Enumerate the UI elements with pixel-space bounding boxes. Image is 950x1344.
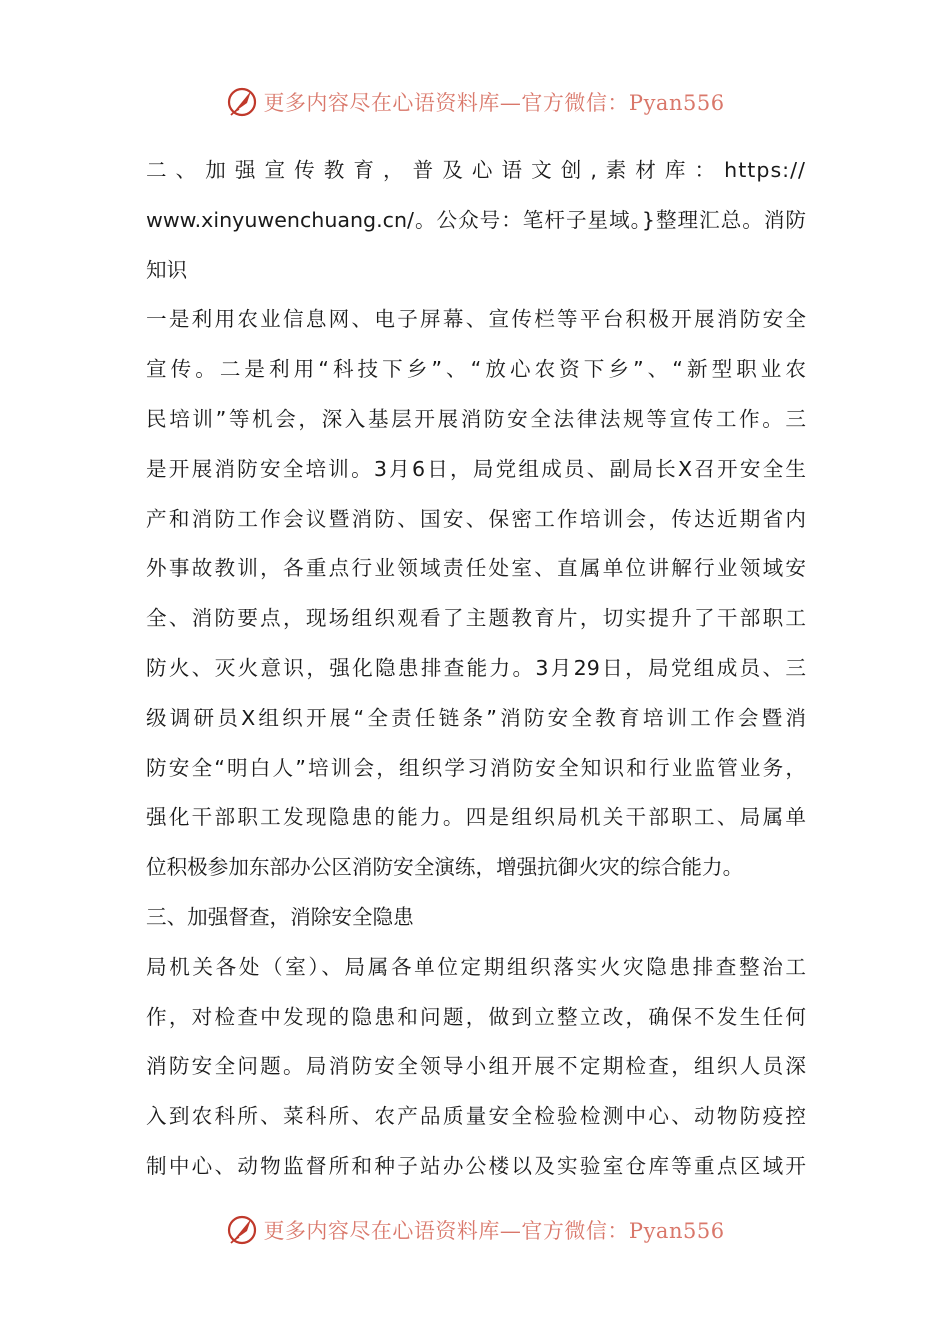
watermark-banner-top — [0, 82, 950, 122]
text-line: 产和消防工作会议暨消防、国安、保密工作培训会，传达近期省内 — [146, 506, 806, 531]
watermark-text: 更多内容尽在心语资料库—官方微信：Pyan556 — [263, 1219, 725, 1243]
text-line: 宣传。二是利用“科技下乡”、“放心农资下乡”、“新型职业农 — [146, 357, 806, 382]
text-line: 防安全“明白人”培训会，组织学习消防安全知识和行业监管业务， — [146, 755, 806, 780]
quill-pen-circle-icon — [225, 85, 259, 119]
text-line: 位积极参加东部办公区消防安全演练，增强抗御火灾的综合能力。 — [146, 855, 744, 880]
text-line: 是开展消防安全培训。3月6日，局党组成员、副局长X召开安全生 — [146, 456, 806, 481]
text-line: 级调研员X组织开展“全责任链条”消防安全教育培训工作会暨消 — [146, 705, 806, 730]
section-heading: 三、加强督查，消除安全隐患 — [146, 904, 414, 929]
text-line: 作，对检查中发现的隐患和问题，做到立整立改，确保不发生任何 — [146, 1004, 806, 1029]
text-line: 一是利用农业信息网、电子屏幕、宣传栏等平台积极开展消防安全 — [146, 307, 806, 332]
quill-pen-circle-icon — [225, 1213, 259, 1247]
text-line: 民培训”等机会，深入基层开展消防安全法律法规等宣传工作。三 — [146, 406, 806, 431]
text-line: 强化干部职工发现隐患的能力。四是组织局机关干部职工、局属单 — [146, 805, 806, 830]
watermark-text: 更多内容尽在心语资料库—官方微信：Pyan556 — [263, 91, 725, 115]
text-line: 防火、灭火意识，强化隐患排查能力。3月29日，局党组成员、三 — [146, 655, 806, 680]
text-line: 知识 — [146, 257, 188, 282]
text-line: 入到农科所、菜科所、农产品质量安全检验检测中心、动物防疫控 — [146, 1104, 806, 1129]
text-line: 局机关各处（室）、局属各单位定期组织落实火灾隐患排查整治工 — [146, 954, 806, 979]
text-line: www.xinyuwenchuang.cn/。公众号：笔杆子星域。}整理汇总。消防 — [146, 207, 806, 232]
document-body — [146, 146, 806, 1192]
watermark-banner-bottom — [0, 1210, 950, 1250]
text-line: 消防安全问题。局消防安全领导小组开展不定期检查，组织人员深 — [146, 1054, 806, 1079]
text-line: 二 、 加 强 宣 传 教 育 ， 普 及 心 语 文 创 , 素 材 库 ： https:// — [146, 158, 806, 182]
text-line: 全、消防要点，现场组织观看了主题教育片，切实提升了干部职工 — [146, 606, 806, 631]
text-line: 外事故教训，各重点行业领域责任处室、直属单位讲解行业领域安 — [146, 556, 806, 581]
text-line: 制中心、动物监督所和种子站办公楼以及实验室仓库等重点区域开 — [146, 1153, 806, 1178]
